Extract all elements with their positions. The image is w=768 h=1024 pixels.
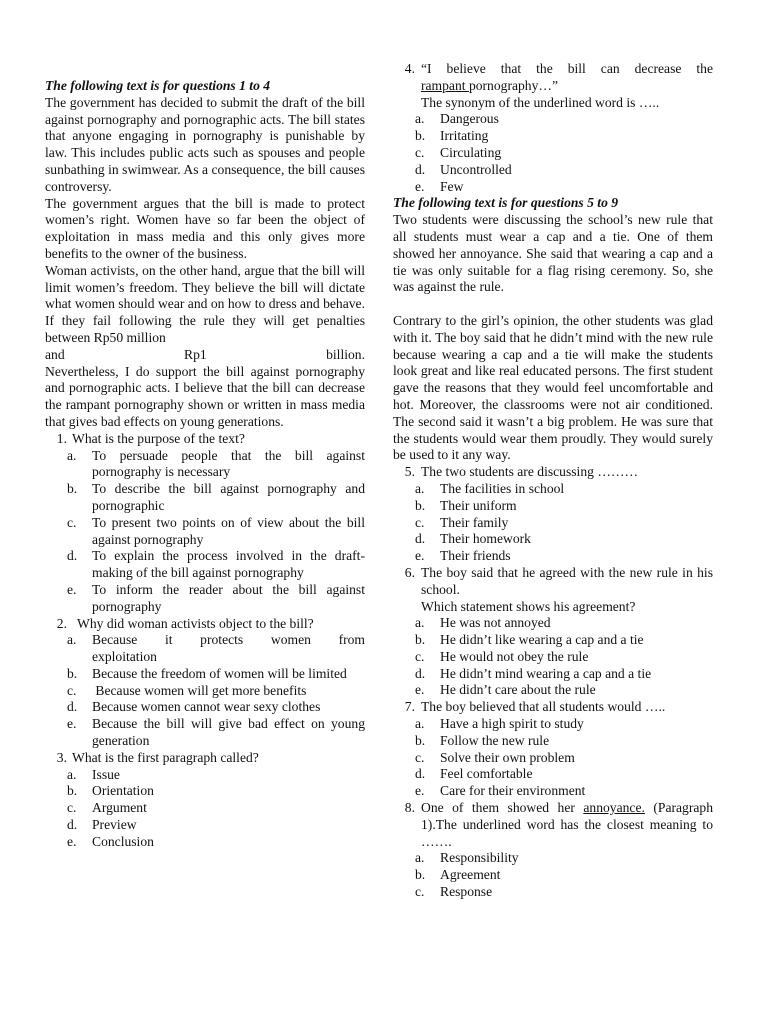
option-text: Argument [92, 800, 147, 816]
option-letter: b. [67, 783, 78, 799]
passage-2-paragraph-2: Contrary to the girl’s opinion, the other students was glad with it. The boy said that he didn’t mind with the new rule because wearing a cap and a tie will make the students look great and like real educated persons. The first student gave the reasons that they would feel uncomfortable and hot. Moreover, the classrooms were not air conditioned. The second said it wasn’t a big problem. He was sure that the students would wear them proudly. They would surely be used to it any way. [393, 312, 713, 463]
option-text: Feel comfortable [440, 766, 533, 782]
option-2d[interactable] [45, 699, 365, 716]
option-3e[interactable] [45, 834, 365, 851]
option-7b[interactable] [393, 733, 713, 750]
option-letter: b. [67, 481, 78, 497]
option-text: He would not obey the rule [440, 648, 589, 664]
question-number: 8. [404, 800, 415, 816]
question-number: 6. [404, 564, 415, 580]
option-text: To explain the process involved in the draft-making of the bill against pornography [92, 548, 365, 581]
option-letter: e. [415, 783, 425, 799]
option-6d[interactable] [393, 666, 713, 683]
option-7e[interactable] [393, 783, 713, 800]
option-letter: a. [415, 111, 425, 127]
option-letter: c. [415, 749, 425, 765]
option-text: Have a high spirit to study [440, 716, 584, 732]
option-8b[interactable] [393, 867, 713, 884]
passage-2-heading: The following text is for questions 5 to 9 [393, 195, 619, 211]
option-text: Circulating [440, 144, 502, 160]
option-4c[interactable] [393, 145, 713, 162]
option-3a[interactable] [45, 767, 365, 784]
question-7 [393, 699, 713, 716]
option-text: Their homework [440, 531, 531, 547]
question-number: 5. [404, 464, 415, 480]
option-2c[interactable] [45, 683, 365, 700]
option-text: Because the bill will give bad effect on young generation [92, 716, 365, 749]
option-text: Response [440, 884, 493, 900]
option-5b[interactable] [393, 498, 713, 515]
option-letter: b. [415, 867, 426, 883]
question-3 [45, 750, 365, 767]
option-7a[interactable] [393, 716, 713, 733]
option-letter: a. [67, 766, 77, 782]
question-8 [393, 800, 713, 850]
option-4e[interactable] [393, 179, 713, 196]
question-number: 4. [404, 61, 415, 76]
option-letter: a. [67, 447, 77, 463]
option-letter: d. [67, 817, 78, 833]
option-letter: e. [415, 178, 425, 194]
option-text: Because women will get more benefits [92, 682, 307, 698]
option-text: Responsibility [440, 850, 519, 866]
option-6b[interactable] [393, 632, 713, 649]
passage-1-paragraph-1: The government has decided to submit the draft of the bill against pornography and pornographic acts. The bill states that anyone engaging in pornography is punishable by law. This includes public acts such as spouses and people sunbathing in swimwear. As a consequence, the bill causes controversy. [45, 94, 365, 194]
question-text: The boy said that he agreed with the new rule in his school. [421, 564, 713, 597]
question-1 [45, 431, 365, 448]
option-text: Orientation [92, 783, 154, 799]
option-1c[interactable] [45, 515, 365, 549]
passage-2-paragraph-1: Two students were discussing the school’s new rule that all students must wear a cap and a tie. One of them showed her annoyance. She said that wearing a cap and a tie was only suitable for a flag rising ceremony. So, she was against the rule. [393, 212, 713, 295]
left-column [45, 0, 365, 851]
option-letter: e. [415, 548, 425, 564]
option-5d[interactable] [393, 531, 713, 548]
option-text: Preview [92, 817, 137, 833]
passage-1-paragraph-3: Woman activists, on the other hand, argue that the bill will limit women’s freedom. They believe the bill will dictate what women should wear and on how to dress and behave. If they fail following the rule they will get penalties between Rp50 million [45, 262, 365, 345]
option-text: Dangerous [440, 111, 499, 127]
option-text: To inform the reader about the bill against pornography [92, 581, 365, 614]
option-letter: e. [415, 682, 425, 698]
question-4 [393, 61, 713, 95]
question-5 [393, 464, 713, 481]
option-8c[interactable] [393, 884, 713, 901]
question-number: 7. [404, 699, 415, 715]
question-6-subtext: Which statement shows his agreement? [421, 598, 636, 614]
question-text: What is the purpose of the text? [72, 430, 245, 446]
question-number: 1. [56, 430, 67, 446]
option-letter: c. [67, 800, 77, 816]
option-letter: a. [415, 850, 425, 866]
option-6a[interactable] [393, 615, 713, 632]
option-3d[interactable] [45, 817, 365, 834]
option-text: Solve their own problem [440, 749, 575, 765]
passage-1-paragraph-4: Nevertheless, I do support the bill against pornography and pornographic acts. I believe that the bill can decrease the rampant pornography shown or written in mass media that gives bad effects on young generations. [45, 363, 365, 429]
option-2a-cont [45, 649, 365, 666]
option-4d[interactable] [393, 162, 713, 179]
option-1d[interactable] [45, 548, 365, 582]
option-4b[interactable] [393, 128, 713, 145]
option-letter: e. [67, 716, 77, 732]
option-letter: d. [415, 531, 426, 547]
option-letter: c. [415, 648, 425, 664]
option-2e[interactable] [45, 716, 365, 750]
option-3b[interactable] [45, 783, 365, 800]
passage-1-paragraph-3-end: and Rp1 billion. [45, 346, 365, 362]
option-text: Issue [92, 766, 120, 782]
option-3c[interactable] [45, 800, 365, 817]
option-1a[interactable] [45, 448, 365, 482]
question-text: Why did woman activists object to the bill? [77, 615, 314, 631]
option-1e[interactable] [45, 582, 365, 616]
question-text: The two students are discussing ……… [421, 464, 639, 480]
option-letter: c. [415, 514, 425, 530]
option-2b[interactable] [45, 666, 365, 683]
option-text: Because it protects women from [92, 632, 365, 648]
option-text: Because the freedom of women will be limited [92, 665, 347, 681]
option-letter: e. [67, 833, 77, 849]
option-letter: d. [67, 699, 78, 715]
option-text: He didn’t care about the rule [440, 682, 596, 698]
question-6 [393, 565, 713, 599]
option-letter: c. [415, 884, 425, 900]
option-text: He didn’t like wearing a cap and a tie [440, 632, 644, 648]
option-text: Their friends [440, 548, 511, 564]
option-2a[interactable] [45, 632, 365, 649]
passage-1-heading: The following text is for questions 1 to 4 [45, 78, 271, 93]
option-text: To persuade people that the bill against pornography is necessary [92, 447, 365, 480]
option-letter: b. [415, 497, 426, 513]
question-text: One of them showed her [421, 800, 584, 816]
option-text-cont: exploitation [92, 649, 157, 665]
option-text: Care for their environment [440, 783, 586, 799]
option-text: Agreement [440, 867, 501, 883]
option-letter: a. [67, 632, 77, 648]
question-text-end: (Paragraph 1).The underlined word has the closest meaning to ……. [421, 800, 713, 849]
option-6e[interactable] [393, 682, 713, 699]
option-text: Conclusion [92, 833, 154, 849]
right-column [393, 0, 713, 901]
option-7d[interactable] [393, 766, 713, 783]
option-letter: b. [67, 665, 78, 681]
question-text: “I believe that the bill can decrease the [421, 61, 713, 76]
option-letter: b. [415, 732, 426, 748]
underlined-word: rampant [421, 77, 469, 93]
question-text-end: pornography…” [468, 77, 559, 93]
option-1b[interactable] [45, 481, 365, 515]
option-letter: d. [67, 548, 78, 564]
option-text: Uncontrolled [440, 161, 512, 177]
passage-1-paragraph-2: The government argues that the bill is made to protect women’s right. Women have so far been the object of exploitation in mass media and this only gives more benefits to the owner of the business. [45, 195, 365, 261]
option-text: Few [440, 178, 464, 194]
option-5e[interactable] [393, 548, 713, 565]
option-text: Because women cannot wear sexy clothes [92, 699, 321, 715]
option-letter: a. [415, 480, 425, 496]
option-letter: d. [415, 766, 426, 782]
option-8a[interactable] [393, 850, 713, 867]
option-text: He was not annoyed [440, 615, 551, 631]
option-letter: c. [415, 144, 425, 160]
option-letter: c. [67, 682, 77, 698]
option-letter: b. [415, 128, 426, 144]
question-text: The boy believed that all students would ….. [421, 699, 666, 715]
option-text: Their uniform [440, 497, 517, 513]
option-letter: b. [415, 632, 426, 648]
option-text: He didn’t mind wearing a cap and a tie [440, 665, 652, 681]
option-letter: a. [415, 716, 425, 732]
question-2 [45, 616, 365, 633]
option-letter: e. [67, 581, 77, 597]
option-text: To describe the bill against pornography and pornographic [92, 481, 365, 513]
option-text: Irritating [440, 128, 489, 144]
option-letter: d. [415, 161, 426, 177]
option-text: Follow the new rule [440, 732, 550, 748]
option-4a[interactable] [393, 111, 713, 128]
option-text: Their family [440, 514, 509, 530]
option-letter: c. [67, 514, 77, 530]
question-number: 2. [56, 615, 67, 631]
option-letter: a. [415, 615, 425, 631]
question-number: 3. [56, 749, 67, 765]
option-5c[interactable] [393, 515, 713, 532]
option-7c[interactable] [393, 750, 713, 767]
question-4-subtext: The synonym of the underlined word is ….. [421, 94, 660, 110]
question-text: What is the first paragraph called? [72, 749, 259, 765]
underlined-word: annoyance. [583, 800, 645, 816]
option-text: The facilities in school [440, 480, 565, 496]
option-letter: d. [415, 665, 426, 681]
option-text: To present two points on of view about the bill against pornography [92, 514, 365, 547]
option-5a[interactable] [393, 481, 713, 498]
option-6c[interactable] [393, 649, 713, 666]
